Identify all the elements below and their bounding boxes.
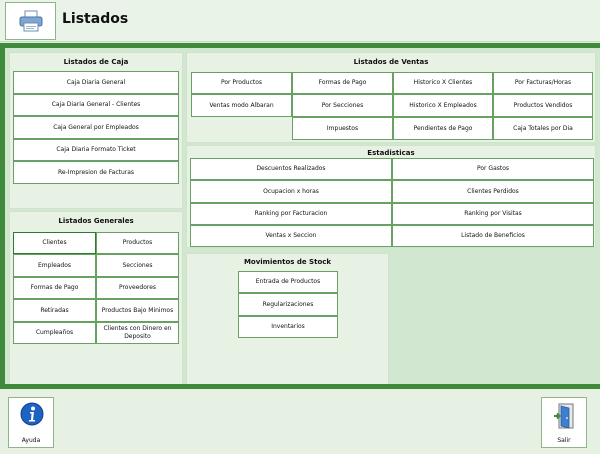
panel-title: Listados Generales (58, 217, 134, 225)
help-label: Ayuda (21, 437, 41, 444)
btn-caja-diaria-ticket[interactable]: Caja Diaria Formato Ticket (13, 139, 179, 161)
btn-productos[interactable]: Productos (96, 232, 179, 254)
btn-empleados[interactable]: Empleados (13, 254, 96, 277)
btn-clientes-perdidos[interactable]: Clientes Perdidos (392, 180, 594, 203)
btn-proveedores[interactable]: Proveedores (96, 277, 179, 299)
btn-ocupacion-horas[interactable]: Ocupacion x horas (190, 180, 392, 203)
exit-label: Salir (557, 437, 571, 444)
btn-ventas-formas-pago[interactable]: Formas de Pago (292, 72, 393, 94)
btn-caja-diaria-general[interactable]: Caja Diaria General (13, 71, 179, 94)
btn-pendientes-pago[interactable]: Pendientes de Pago (393, 117, 493, 140)
header-bar (0, 0, 600, 42)
btn-por-gastos[interactable]: Por Gastos (392, 158, 594, 180)
panel-title: Listados de Caja (63, 58, 129, 66)
btn-ventas-por-productos[interactable]: Por Productos (191, 72, 292, 94)
exit-button[interactable] (541, 397, 587, 448)
btn-caja-diaria-general-clientes[interactable]: Caja Diaria General - Clientes (13, 94, 179, 116)
btn-formas-pago[interactable]: Formas de Pago (13, 277, 96, 299)
btn-descuentos-realizados[interactable]: Descuentos Realizados (190, 158, 392, 180)
panel-estadisticas (186, 145, 596, 248)
btn-cumpleanos[interactable]: Cumpleaños (13, 322, 96, 344)
panel-listados-generales (9, 211, 183, 386)
panel-title: Listados de Ventas (353, 58, 429, 66)
footer-bar (0, 389, 600, 454)
btn-clientes[interactable]: Clientes (13, 232, 96, 254)
panel-title: Estadisticas (367, 149, 415, 157)
btn-ventas-modo-albaran[interactable]: Ventas modo Albaran (191, 94, 292, 117)
btn-impuestos[interactable]: Impuestos (292, 117, 393, 140)
btn-ranking-visitas[interactable]: Ranking por Visitas (392, 203, 594, 225)
btn-clientes-dinero-deposito[interactable]: Clientes con Dinero en Deposito (96, 322, 179, 344)
page-title: Listados (62, 11, 129, 27)
btn-ventas-seccion[interactable]: Ventas x Seccion (190, 225, 392, 247)
exit-door-icon (553, 402, 577, 434)
panel-listados-caja (9, 52, 183, 209)
btn-ventas-por-secciones[interactable]: Por Secciones (292, 94, 393, 117)
panel-listados-ventas (186, 52, 596, 143)
btn-historico-empleados[interactable]: Historico X Empleados (393, 94, 493, 117)
btn-regularizaciones[interactable]: Regularizaciones (238, 293, 338, 316)
btn-inventarios[interactable]: Inventarios (238, 316, 338, 338)
btn-secciones[interactable]: Secciones (96, 254, 179, 277)
btn-listado-beneficios[interactable]: Listado de Beneficios (392, 225, 594, 247)
panel-movimientos-stock (186, 253, 389, 386)
printer-icon (5, 2, 56, 40)
panel-title: Movimientos de Stock (243, 258, 332, 266)
btn-retiradas[interactable]: Retiradas (13, 299, 96, 322)
btn-historico-clientes[interactable]: Historico X Clientes (393, 72, 493, 94)
btn-ranking-facturacion[interactable]: Ranking por Facturacion (190, 203, 392, 225)
btn-reimpresion-facturas[interactable]: Re-Impresion de Facturas (13, 161, 179, 184)
btn-caja-totales-dia[interactable]: Caja Totales por Dia (493, 117, 593, 140)
btn-productos-vendidos[interactable]: Productos Vendidos (493, 94, 593, 117)
btn-entrada-productos[interactable]: Entrada de Productos (238, 271, 338, 293)
btn-caja-general-empleados[interactable]: Caja General por Empleados (13, 116, 179, 139)
btn-facturas-horas[interactable]: Por Facturas/Horas (493, 72, 593, 94)
btn-productos-bajo-minimos[interactable]: Productos Bajo Minimos (96, 299, 179, 322)
help-button[interactable] (8, 397, 54, 448)
info-icon (20, 402, 44, 430)
